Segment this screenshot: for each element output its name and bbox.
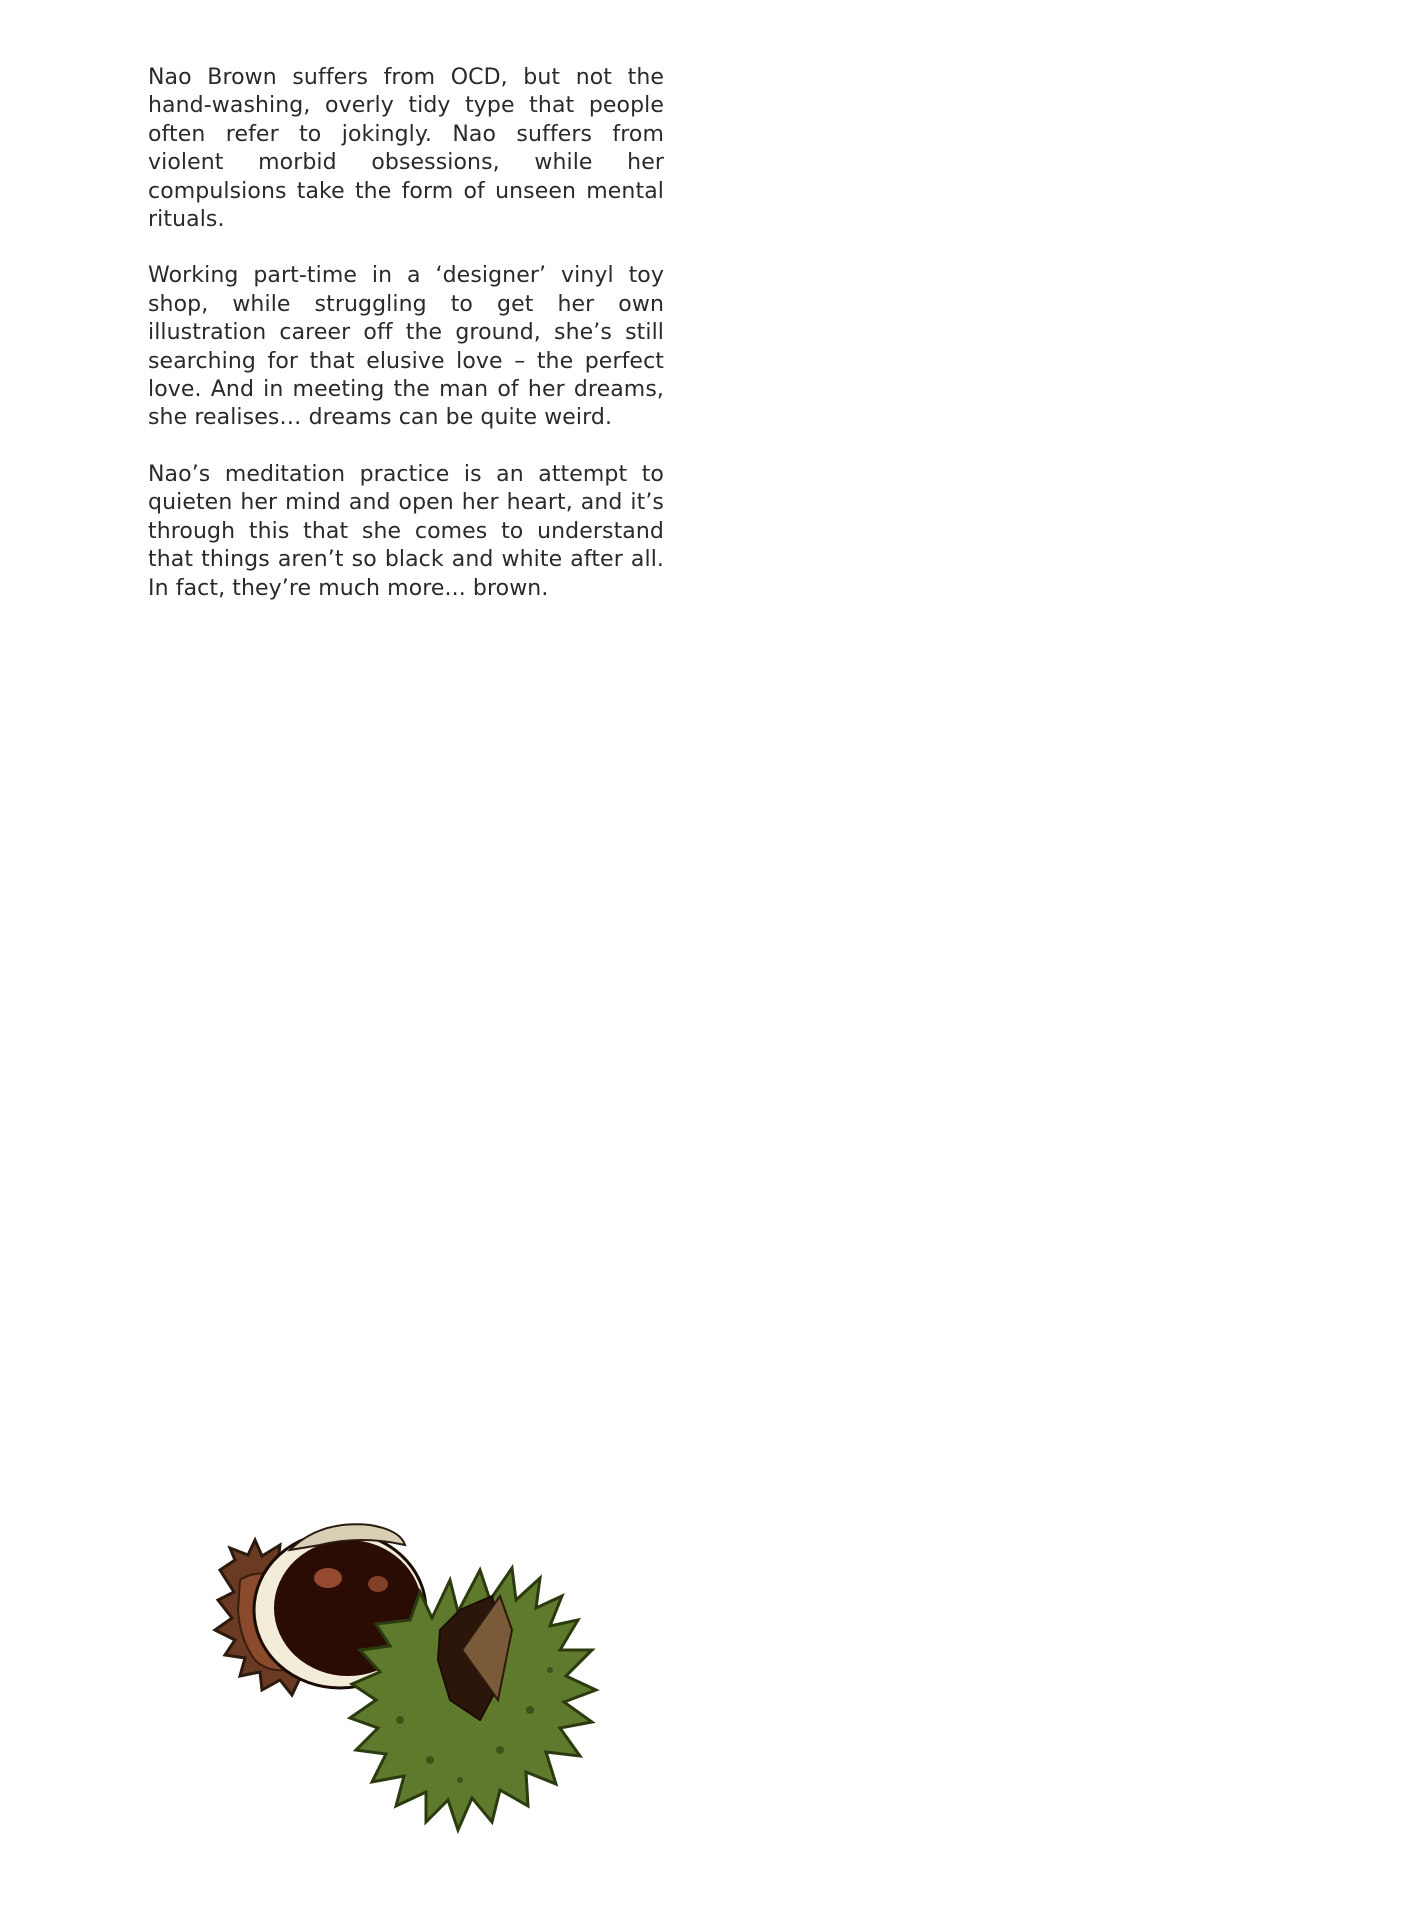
conker-illustration [200, 1500, 700, 1900]
blurb-paragraph-1: Nao Brown suffers from OCD, but not the hand-washing, overly tidy type that people often refer to jokingly. Nao suffers from violent morbid obsessions, while her compulsions take the form of unseen mental rituals. [148, 65, 664, 233]
blurb-paragraph-3: Nao’s meditation practice is an attempt to quieten her mind and open her heart, and it’s through this that she comes to understand that things aren’t so black and white after all. In fact, they’re much more... brown. [148, 461, 664, 601]
blurb-paragraph-2: Working part-time in a ‘designer’ vinyl toy shop, while struggling to get her own illustration career off the ground, she’s still searching for that elusive love – the perfect love. And in meeting the man of her dreams, she realises… dreams can be quite weird. [148, 263, 664, 431]
blurb-text [148, 64, 664, 631]
